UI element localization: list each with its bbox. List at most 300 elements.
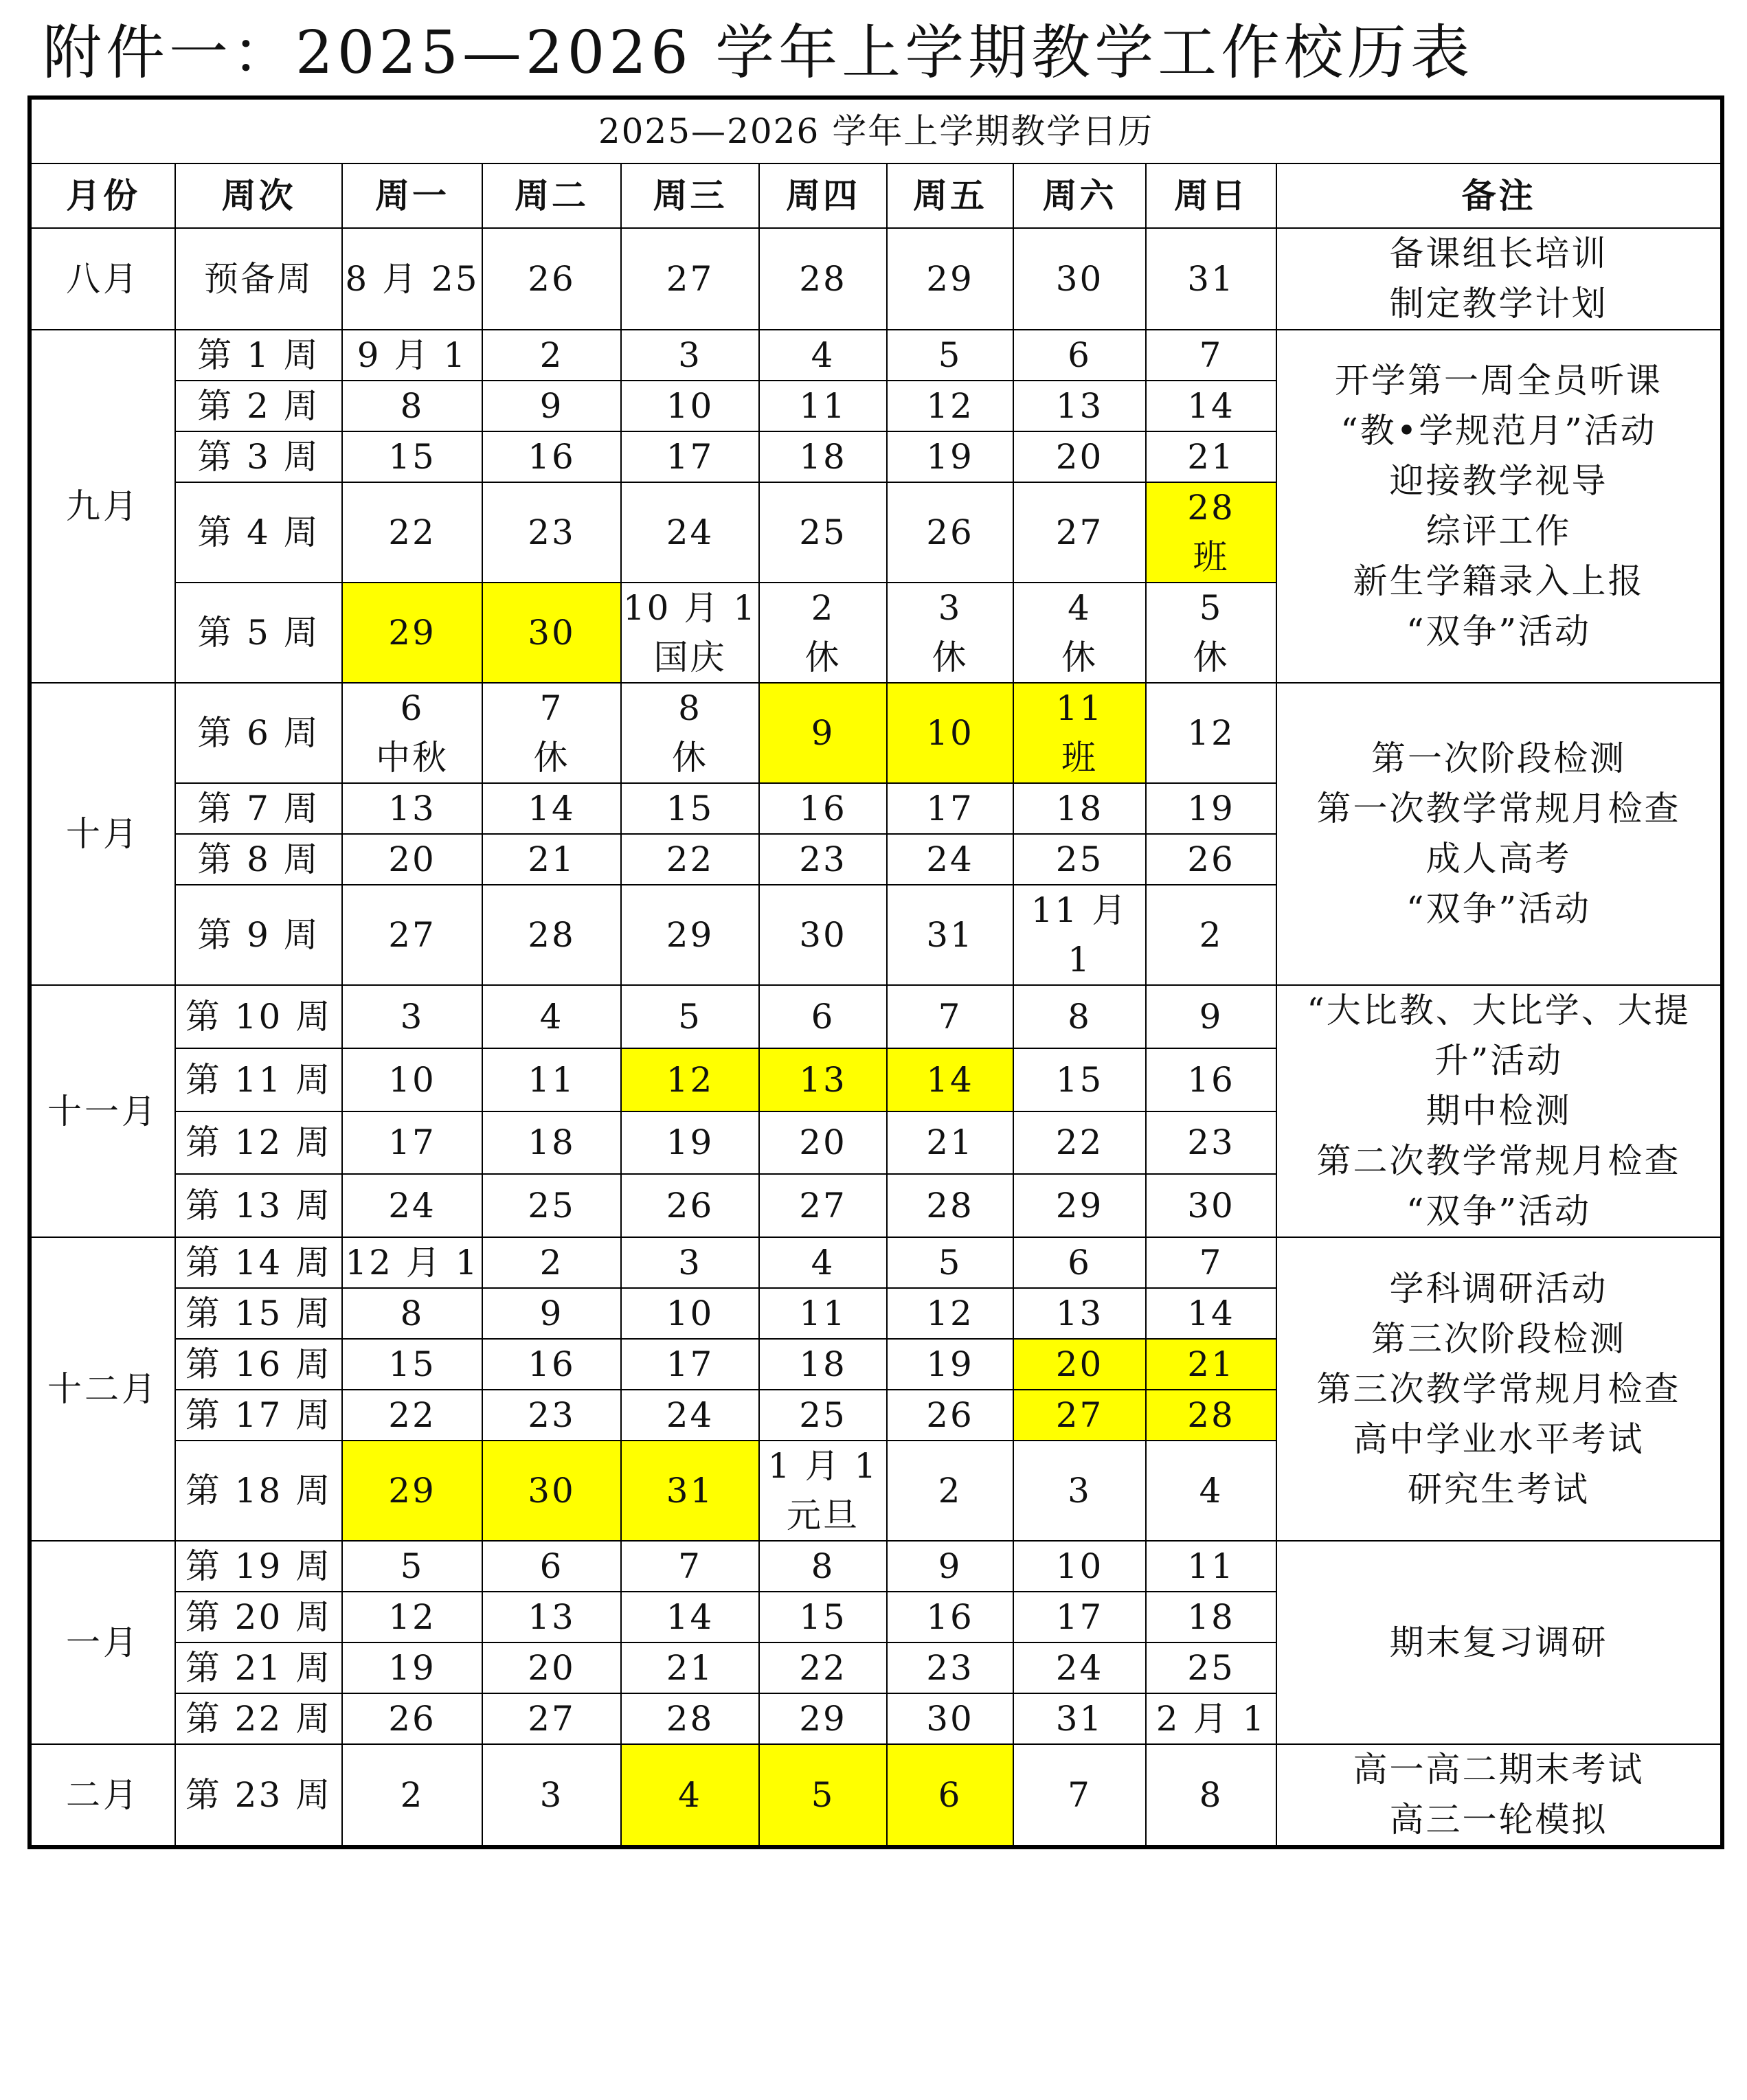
day-number: 3	[678, 335, 702, 375]
day-cell	[1013, 1174, 1146, 1237]
day-cell	[621, 1390, 759, 1441]
header-sun: 周日	[1146, 163, 1276, 228]
week-cell: 第 4 周	[175, 482, 342, 583]
day-cell	[1146, 1693, 1276, 1744]
day-cell	[342, 482, 482, 583]
day-cell	[482, 1237, 621, 1288]
day-number: 30	[1055, 259, 1104, 299]
day-number: 1 月 1	[767, 1446, 879, 1486]
day-number: 17	[666, 1344, 714, 1384]
day-number: 9 月 1	[357, 335, 468, 375]
day-number: 6	[400, 688, 425, 728]
day-number: 10	[666, 1294, 714, 1333]
day-number: 26	[1187, 839, 1235, 879]
day-cell	[1013, 1642, 1146, 1693]
week-cell: 第 1 周	[175, 330, 342, 381]
day-number: 5	[811, 1775, 835, 1815]
day-cell	[621, 1111, 759, 1175]
day-number: 8	[811, 1546, 835, 1586]
day-cell	[342, 1048, 482, 1111]
day-cell	[759, 1339, 887, 1390]
day-cell	[759, 885, 887, 985]
week-cell: 第 13 周	[175, 1174, 342, 1237]
header-wed: 周三	[621, 163, 759, 228]
day-number: 31	[666, 1471, 714, 1511]
week-cell: 第 15 周	[175, 1288, 342, 1339]
day-number: 14	[1187, 386, 1235, 426]
day-number: 5	[400, 1546, 425, 1586]
day-cell	[1146, 1174, 1276, 1237]
day-note: 休	[672, 738, 708, 778]
day-cell	[621, 885, 759, 985]
week-cell: 第 2 周	[175, 381, 342, 431]
week-cell: 第 9 周	[175, 885, 342, 985]
day-number: 26	[666, 1186, 714, 1226]
day-cell	[482, 1693, 621, 1744]
day-number: 11 月 1	[1030, 890, 1129, 980]
day-number: 8	[1068, 996, 1092, 1037]
day-cell	[342, 683, 482, 783]
day-number: 29	[388, 613, 436, 653]
header-fri: 周五	[887, 163, 1013, 228]
day-cell	[621, 985, 759, 1048]
day-cell	[759, 783, 887, 834]
header-mon: 周一	[342, 163, 482, 228]
week-cell: 第 7 周	[175, 783, 342, 834]
remark-line: 第一次阶段检测	[1371, 738, 1626, 778]
day-cell	[1013, 1693, 1146, 1744]
day-number: 13	[388, 789, 436, 828]
day-cell	[1146, 1592, 1276, 1642]
day-cell	[621, 783, 759, 834]
day-number: 16	[799, 789, 847, 828]
day-number: 22	[388, 1395, 436, 1435]
day-number: 2	[400, 1775, 425, 1815]
day-number: 21	[528, 839, 576, 879]
day-number: 21	[666, 1648, 714, 1688]
day-number: 29	[666, 915, 714, 955]
day-number: 3	[539, 1775, 564, 1815]
day-number: 3	[1068, 1471, 1092, 1511]
day-cell	[759, 1642, 887, 1693]
day-number: 22	[388, 512, 436, 552]
remark-cell	[1276, 1744, 1722, 1847]
day-cell	[342, 1541, 482, 1592]
day-number: 24	[388, 1186, 436, 1226]
day-number: 8	[1199, 1775, 1224, 1815]
day-number: 19	[1187, 789, 1235, 828]
day-number: 5	[938, 335, 962, 375]
day-number: 25	[799, 512, 847, 552]
day-number: 23	[528, 512, 576, 552]
day-number: 18	[799, 437, 847, 477]
day-number: 15	[666, 789, 714, 828]
day-number: 26	[926, 1395, 974, 1435]
day-number: 10	[926, 713, 974, 753]
day-number: 4	[1199, 1471, 1224, 1511]
day-cell	[1013, 482, 1146, 583]
remark-line: 开学第一周全员听课	[1335, 361, 1663, 400]
day-cell	[482, 228, 621, 330]
day-note: 班	[1193, 537, 1230, 577]
table-row	[30, 1744, 1722, 1847]
day-number: 6	[539, 1546, 564, 1586]
day-cell	[621, 583, 759, 683]
day-cell	[1013, 1592, 1146, 1642]
day-cell	[342, 583, 482, 683]
day-number: 31	[926, 915, 974, 955]
day-cell	[342, 1441, 482, 1541]
day-number: 7	[1068, 1775, 1092, 1815]
day-number: 4	[678, 1775, 702, 1815]
day-number: 2	[1199, 915, 1224, 955]
day-number: 11	[799, 386, 847, 426]
week-cell: 第 10 周	[175, 985, 342, 1048]
day-cell	[887, 683, 1013, 783]
day-note: 休	[533, 738, 570, 778]
table-row	[30, 1237, 1722, 1288]
day-cell	[1146, 1048, 1276, 1111]
day-cell	[621, 1744, 759, 1847]
day-cell	[621, 1693, 759, 1744]
table-row	[30, 985, 1722, 1048]
remark-cell	[1276, 1541, 1722, 1744]
day-number: 24	[666, 512, 714, 552]
day-cell	[887, 1642, 1013, 1693]
day-cell	[342, 834, 482, 885]
day-number: 18	[799, 1344, 847, 1384]
day-cell	[482, 330, 621, 381]
day-cell	[621, 1339, 759, 1390]
day-cell	[621, 1642, 759, 1693]
day-cell	[621, 1592, 759, 1642]
day-number: 25	[799, 1395, 847, 1435]
day-cell	[887, 330, 1013, 381]
day-cell	[342, 431, 482, 482]
day-cell	[342, 783, 482, 834]
day-cell	[887, 431, 1013, 482]
remark-line: 迎接教学视导	[1389, 461, 1608, 501]
week-cell: 预备周	[175, 228, 342, 330]
day-cell	[1146, 431, 1276, 482]
day-number: 10	[666, 386, 714, 426]
day-number: 11	[1187, 1546, 1235, 1586]
day-cell	[1146, 583, 1276, 683]
day-cell	[482, 1441, 621, 1541]
day-number: 5	[938, 1243, 962, 1283]
day-note: 休	[932, 637, 969, 677]
day-number: 2	[938, 1471, 962, 1511]
day-number: 21	[1187, 437, 1235, 477]
day-number: 21	[1187, 1344, 1235, 1384]
day-cell	[887, 1339, 1013, 1390]
day-number: 7	[1199, 1243, 1224, 1283]
remark-line: 第三次教学常规月检查	[1316, 1368, 1681, 1409]
day-cell	[887, 228, 1013, 330]
day-cell	[1013, 683, 1146, 783]
day-cell	[621, 228, 759, 330]
day-number: 27	[799, 1186, 847, 1226]
day-number: 17	[926, 789, 974, 828]
day-number: 27	[1055, 1395, 1104, 1435]
day-cell	[759, 683, 887, 783]
day-cell	[482, 1174, 621, 1237]
day-cell	[887, 1174, 1013, 1237]
day-cell	[759, 1592, 887, 1642]
day-cell	[759, 583, 887, 683]
day-cell	[887, 381, 1013, 431]
day-number: 12	[926, 1294, 974, 1333]
day-cell	[1146, 834, 1276, 885]
day-number: 16	[528, 1344, 576, 1384]
day-number: 20	[528, 1648, 576, 1688]
day-cell	[759, 1441, 887, 1541]
day-number: 19	[926, 1344, 974, 1384]
day-number: 4	[539, 996, 564, 1037]
month-cell: 十一月	[30, 985, 175, 1237]
week-cell: 第 14 周	[175, 1237, 342, 1288]
day-cell	[1013, 1541, 1146, 1592]
day-number: 27	[388, 915, 436, 955]
day-cell	[342, 985, 482, 1048]
day-cell	[759, 834, 887, 885]
remark-line: 制定教学计划	[1389, 284, 1608, 324]
day-number: 28	[799, 259, 847, 299]
day-cell	[621, 683, 759, 783]
day-number: 11	[1055, 688, 1104, 728]
day-number: 25	[528, 1186, 576, 1226]
day-number: 26	[388, 1699, 436, 1739]
day-cell	[1013, 1111, 1146, 1175]
day-number: 8	[400, 386, 425, 426]
table-caption: 2025—2026 学年上学期教学日历	[30, 98, 1722, 163]
day-number: 27	[528, 1699, 576, 1739]
month-cell: 一月	[30, 1541, 175, 1744]
day-cell	[482, 431, 621, 482]
day-cell	[1146, 381, 1276, 431]
day-cell	[482, 1339, 621, 1390]
day-number: 19	[926, 437, 974, 477]
day-cell	[482, 1541, 621, 1592]
remark-cell	[1276, 683, 1722, 985]
week-cell: 第 11 周	[175, 1048, 342, 1111]
day-number: 26	[528, 259, 576, 299]
day-cell	[342, 1592, 482, 1642]
day-cell	[342, 330, 482, 381]
day-cell	[482, 1642, 621, 1693]
day-number: 29	[926, 259, 974, 299]
remark-line: “教•学规范月”活动	[1340, 411, 1657, 451]
day-cell	[1146, 482, 1276, 583]
month-cell: 八月	[30, 228, 175, 330]
day-cell	[621, 1441, 759, 1541]
day-cell	[482, 885, 621, 985]
day-cell	[482, 1390, 621, 1441]
remark-line: 高中学业水平考试	[1353, 1419, 1645, 1459]
day-number: 14	[1187, 1294, 1235, 1333]
remark-line: “双争”活动	[1406, 611, 1592, 651]
day-number: 28	[1187, 488, 1235, 528]
day-number: 17	[1055, 1597, 1104, 1637]
remark-line: 第二次教学常规月检查	[1316, 1141, 1681, 1181]
week-cell: 第 23 周	[175, 1744, 342, 1847]
day-number: 28	[528, 915, 576, 955]
day-note: 中秋	[376, 738, 449, 778]
day-cell	[1146, 330, 1276, 381]
remark-line: 综评工作	[1425, 511, 1572, 551]
day-cell	[342, 1237, 482, 1288]
day-cell	[1146, 1288, 1276, 1339]
day-number: 15	[388, 1344, 436, 1384]
day-number: 5	[1199, 588, 1224, 628]
day-cell	[342, 1744, 482, 1847]
remark-line: 期末复习调研	[1389, 1622, 1608, 1662]
day-cell	[759, 482, 887, 583]
remark-line: 成人高考	[1425, 839, 1572, 879]
remark-line: “双争”活动	[1406, 1191, 1592, 1231]
day-cell	[887, 1693, 1013, 1744]
day-number: 10	[388, 1059, 436, 1100]
caption-row	[30, 98, 1722, 163]
month-cell: 十二月	[30, 1237, 175, 1541]
remark-line: 第三次阶段检测	[1371, 1318, 1626, 1359]
day-number: 24	[926, 839, 974, 879]
day-cell	[1146, 1237, 1276, 1288]
day-cell	[621, 482, 759, 583]
day-cell	[342, 1174, 482, 1237]
day-cell	[1013, 885, 1146, 985]
remark-line: 高一高二期末考试	[1353, 1750, 1645, 1789]
remark-line: “双争”活动	[1406, 889, 1592, 929]
month-cell: 九月	[30, 330, 175, 683]
day-number: 17	[666, 437, 714, 477]
day-number: 29	[1055, 1186, 1104, 1226]
remark-cell	[1276, 985, 1722, 1237]
day-number: 30	[926, 1699, 974, 1739]
day-number: 12	[388, 1597, 436, 1637]
day-cell	[887, 583, 1013, 683]
day-cell	[621, 1237, 759, 1288]
header-thu: 周四	[759, 163, 887, 228]
day-number: 6	[811, 996, 835, 1037]
day-cell	[759, 1744, 887, 1847]
week-cell: 第 21 周	[175, 1642, 342, 1693]
day-cell	[482, 683, 621, 783]
day-number: 30	[799, 915, 847, 955]
day-cell	[342, 885, 482, 985]
day-cell	[342, 381, 482, 431]
remark-line: 期中检测	[1425, 1091, 1572, 1131]
day-cell	[482, 1744, 621, 1847]
day-number: 6	[938, 1775, 962, 1815]
day-cell	[482, 783, 621, 834]
day-number: 29	[388, 1471, 436, 1511]
day-number: 2	[811, 588, 835, 628]
day-number: 9	[938, 1546, 962, 1586]
day-number: 18	[1055, 789, 1104, 828]
day-cell	[1013, 381, 1146, 431]
day-number: 13	[1055, 386, 1104, 426]
day-cell	[887, 1111, 1013, 1175]
week-cell: 第 8 周	[175, 834, 342, 885]
day-number: 10	[1055, 1546, 1104, 1586]
header-sat: 周六	[1013, 163, 1146, 228]
day-cell	[1013, 431, 1146, 482]
day-cell	[1146, 1390, 1276, 1441]
day-number: 8 月 25	[345, 259, 480, 299]
day-number: 22	[666, 839, 714, 879]
day-number: 11	[799, 1294, 847, 1333]
day-cell	[482, 834, 621, 885]
day-cell	[482, 1288, 621, 1339]
day-number: 11	[528, 1059, 576, 1100]
day-number: 7	[938, 996, 962, 1037]
day-cell	[759, 1693, 887, 1744]
day-cell	[887, 1048, 1013, 1111]
day-cell	[887, 1592, 1013, 1642]
day-number: 12	[926, 386, 974, 426]
day-cell	[759, 1288, 887, 1339]
day-cell	[342, 1288, 482, 1339]
day-number: 2 月 1	[1156, 1699, 1267, 1739]
day-cell	[482, 1111, 621, 1175]
table-row	[30, 330, 1722, 381]
day-cell	[482, 1592, 621, 1642]
day-cell	[342, 1390, 482, 1441]
day-number: 29	[799, 1699, 847, 1739]
day-cell	[887, 1744, 1013, 1847]
day-number: 13	[1055, 1294, 1104, 1333]
week-cell: 第 22 周	[175, 1693, 342, 1744]
day-cell	[887, 1237, 1013, 1288]
day-number: 23	[1187, 1122, 1235, 1163]
day-number: 28	[926, 1186, 974, 1226]
day-cell	[1013, 834, 1146, 885]
day-cell	[482, 985, 621, 1048]
day-cell	[342, 228, 482, 330]
day-number: 23	[528, 1395, 576, 1435]
day-cell	[759, 1541, 887, 1592]
day-cell	[621, 330, 759, 381]
day-number: 2	[539, 335, 564, 375]
day-number: 13	[528, 1597, 576, 1637]
day-number: 4	[811, 1243, 835, 1283]
day-number: 23	[799, 839, 847, 879]
month-cell: 十月	[30, 683, 175, 985]
remark-cell	[1276, 1237, 1722, 1541]
day-note: 国庆	[653, 637, 727, 677]
day-number: 10 月 1	[622, 588, 758, 628]
day-cell	[1013, 330, 1146, 381]
remark-line: “大比教、大比学、大提	[1307, 991, 1691, 1030]
day-number: 4	[1068, 588, 1092, 628]
day-number: 19	[666, 1122, 714, 1163]
calendar-table	[27, 95, 1724, 1849]
week-cell: 第 5 周	[175, 583, 342, 683]
day-cell	[887, 1390, 1013, 1441]
day-number: 16	[528, 437, 576, 477]
day-cell	[759, 1111, 887, 1175]
remark-line: 升”活动	[1434, 1041, 1564, 1081]
day-cell	[1146, 885, 1276, 985]
day-cell	[887, 482, 1013, 583]
remark-cell	[1276, 228, 1722, 330]
day-number: 14	[926, 1059, 974, 1100]
day-cell	[759, 1048, 887, 1111]
day-number: 3	[938, 588, 962, 628]
day-number: 22	[1055, 1122, 1104, 1163]
day-number: 21	[926, 1122, 974, 1163]
